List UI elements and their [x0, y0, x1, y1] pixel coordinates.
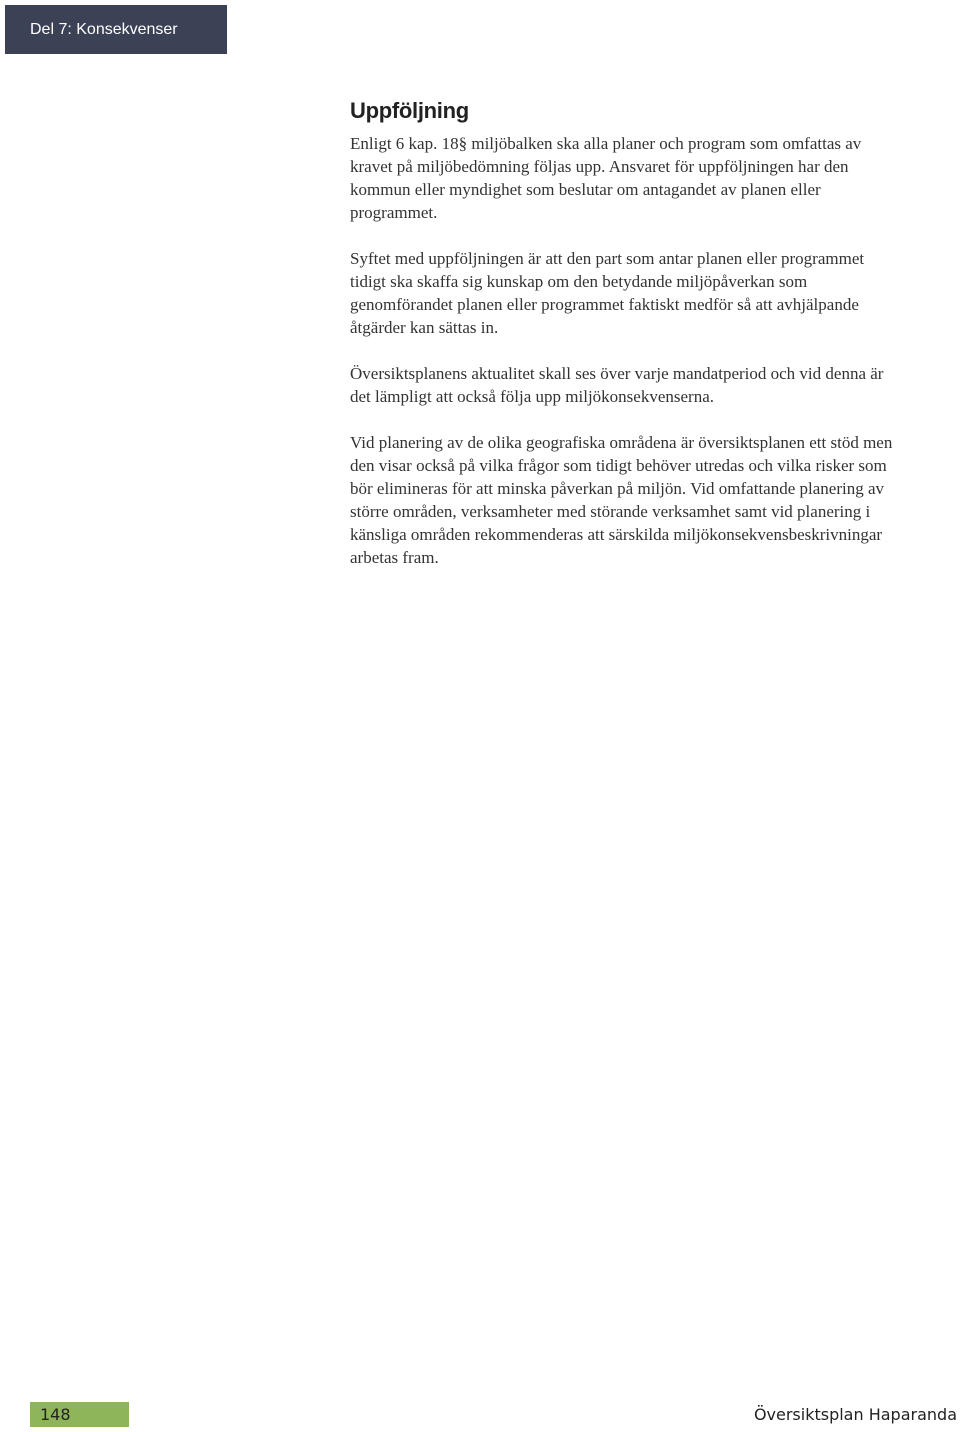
footer-document-title: Översiktsplan Haparanda [753, 1405, 957, 1424]
main-content [350, 96, 895, 592]
section-heading: Uppföljning [350, 98, 469, 123]
paragraph-review: Översiktsplanens aktualitet skall ses över varje mandatperiod och vid denna är det lämpligt att också följa upp miljökonsekvenserna. [350, 364, 884, 406]
paragraph-purpose: Syftet med uppföljningen är att den part som antar planen eller programmet tidigt ska skaffa sig kunskap om den betydande miljöpåverkan som genomförandet planen eller programmet faktiskt medför så att avhjälpande åtgärder kan sättas in. [350, 249, 865, 337]
page-number: 148 [30, 1402, 129, 1427]
paragraph-planning: Vid planering av de olika geografiska områdena är översiktsplanen ett stöd men den visar också på vilka frågor som tidigt behöver utredas och vilka risker som bör elimineras för att minska påverkan på miljön. Vid omfattande planering av större områden, verksamheter med störande verksamhet samt vid planering i känsliga områden rekommenderas att särskilda miljökonsekvensbeskrivningar arbetas fram. [350, 433, 893, 567]
chapter-tab: Del 7: Konsekvenser [5, 5, 227, 54]
paragraph-legal-basis: Enligt 6 kap. 18§ miljöbalken ska alla planer och program som omfattas av kravet på miljöbedömning följas upp. Ansvaret för uppföljningen har den kommun eller myndighet som beslutar om antagandet av planen eller programmet. [350, 134, 862, 222]
